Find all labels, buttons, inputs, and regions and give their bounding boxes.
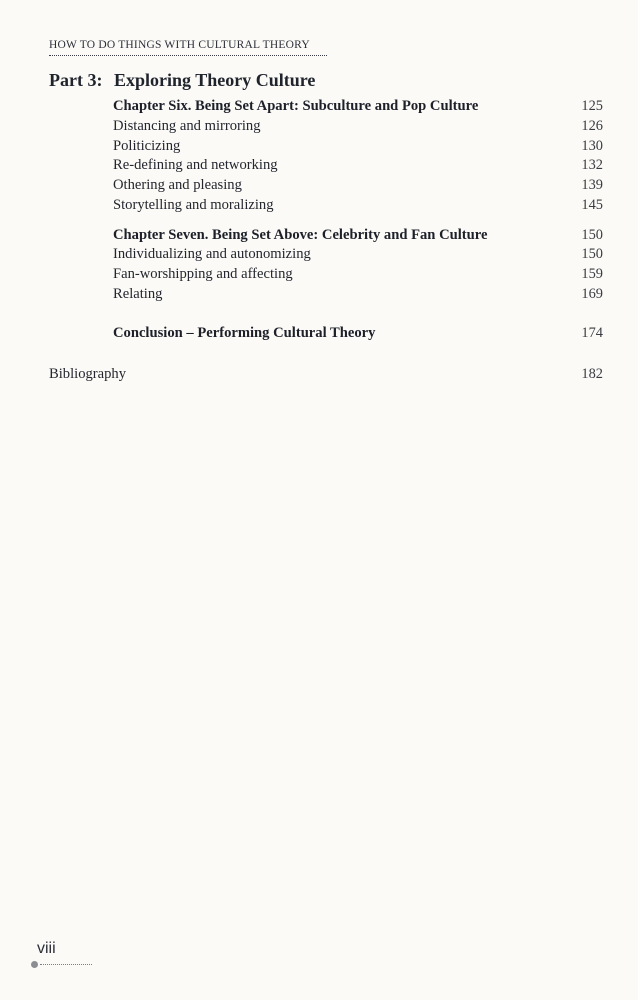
running-head: HOW TO DO THINGS WITH CULTURAL THEORY bbox=[49, 39, 310, 51]
folio-rule bbox=[40, 964, 92, 965]
toc-entry-label: Fan-worshipping and affecting bbox=[113, 266, 293, 282]
toc-entry-section[interactable] bbox=[113, 285, 603, 303]
toc-entry-section[interactable] bbox=[113, 196, 603, 214]
toc-entry-label: Chapter Six. Being Set Apart: Subculture and Pop Culture bbox=[113, 98, 479, 114]
toc-entry-section[interactable] bbox=[113, 156, 603, 174]
running-head-rule bbox=[49, 55, 327, 56]
toc-entry-label: Chapter Seven. Being Set Above: Celebrity and Fan Culture bbox=[113, 227, 488, 243]
toc-entry-page: 145 bbox=[581, 197, 603, 213]
toc-entry-section[interactable] bbox=[113, 117, 603, 135]
toc-entry-label: Relating bbox=[113, 286, 163, 302]
toc-entry-chapter-six[interactable] bbox=[113, 97, 603, 115]
toc-entry-section[interactable] bbox=[113, 245, 603, 263]
toc-entry-label: Storytelling and moralizing bbox=[113, 197, 274, 213]
part-number: Part 3: bbox=[49, 70, 103, 90]
toc-entry-label: Re-defining and networking bbox=[113, 157, 278, 173]
toc-entry-section[interactable] bbox=[113, 265, 603, 283]
toc-entry-conclusion[interactable] bbox=[113, 324, 603, 342]
toc-entry-section[interactable] bbox=[113, 176, 603, 194]
part-title: Exploring Theory Culture bbox=[114, 70, 316, 90]
page-number: viii bbox=[37, 940, 56, 957]
toc-entry-page: 150 bbox=[581, 246, 603, 262]
toc-entry-label: Othering and pleasing bbox=[113, 177, 242, 193]
toc-entry-label: Conclusion – Performing Cultural Theory bbox=[113, 325, 376, 341]
toc-entry-chapter-seven[interactable] bbox=[113, 226, 603, 244]
toc-entry-page: 132 bbox=[581, 157, 603, 173]
toc-entry-page: 130 bbox=[581, 138, 603, 154]
folio-dot bbox=[31, 961, 38, 968]
toc-entry-label: Distancing and mirroring bbox=[113, 118, 261, 134]
toc-entry-page: 125 bbox=[581, 98, 603, 114]
toc-entry-section[interactable] bbox=[113, 137, 603, 155]
toc-entry-label: Bibliography bbox=[49, 366, 127, 382]
toc-entry-label: Individualizing and autonomizing bbox=[113, 246, 311, 262]
toc-entry-page: 174 bbox=[581, 325, 603, 341]
toc-entry-bibliography[interactable] bbox=[49, 365, 603, 383]
toc-entry-label: Politicizing bbox=[113, 138, 181, 154]
toc-entry-page: 150 bbox=[581, 227, 603, 243]
toc-entry-page: 139 bbox=[581, 177, 603, 193]
toc-entry-page: 126 bbox=[581, 118, 603, 134]
part-heading bbox=[49, 70, 603, 91]
toc-entry-page: 159 bbox=[581, 266, 603, 282]
toc-entry-page: 182 bbox=[581, 366, 603, 382]
toc-entry-page: 169 bbox=[581, 286, 603, 302]
